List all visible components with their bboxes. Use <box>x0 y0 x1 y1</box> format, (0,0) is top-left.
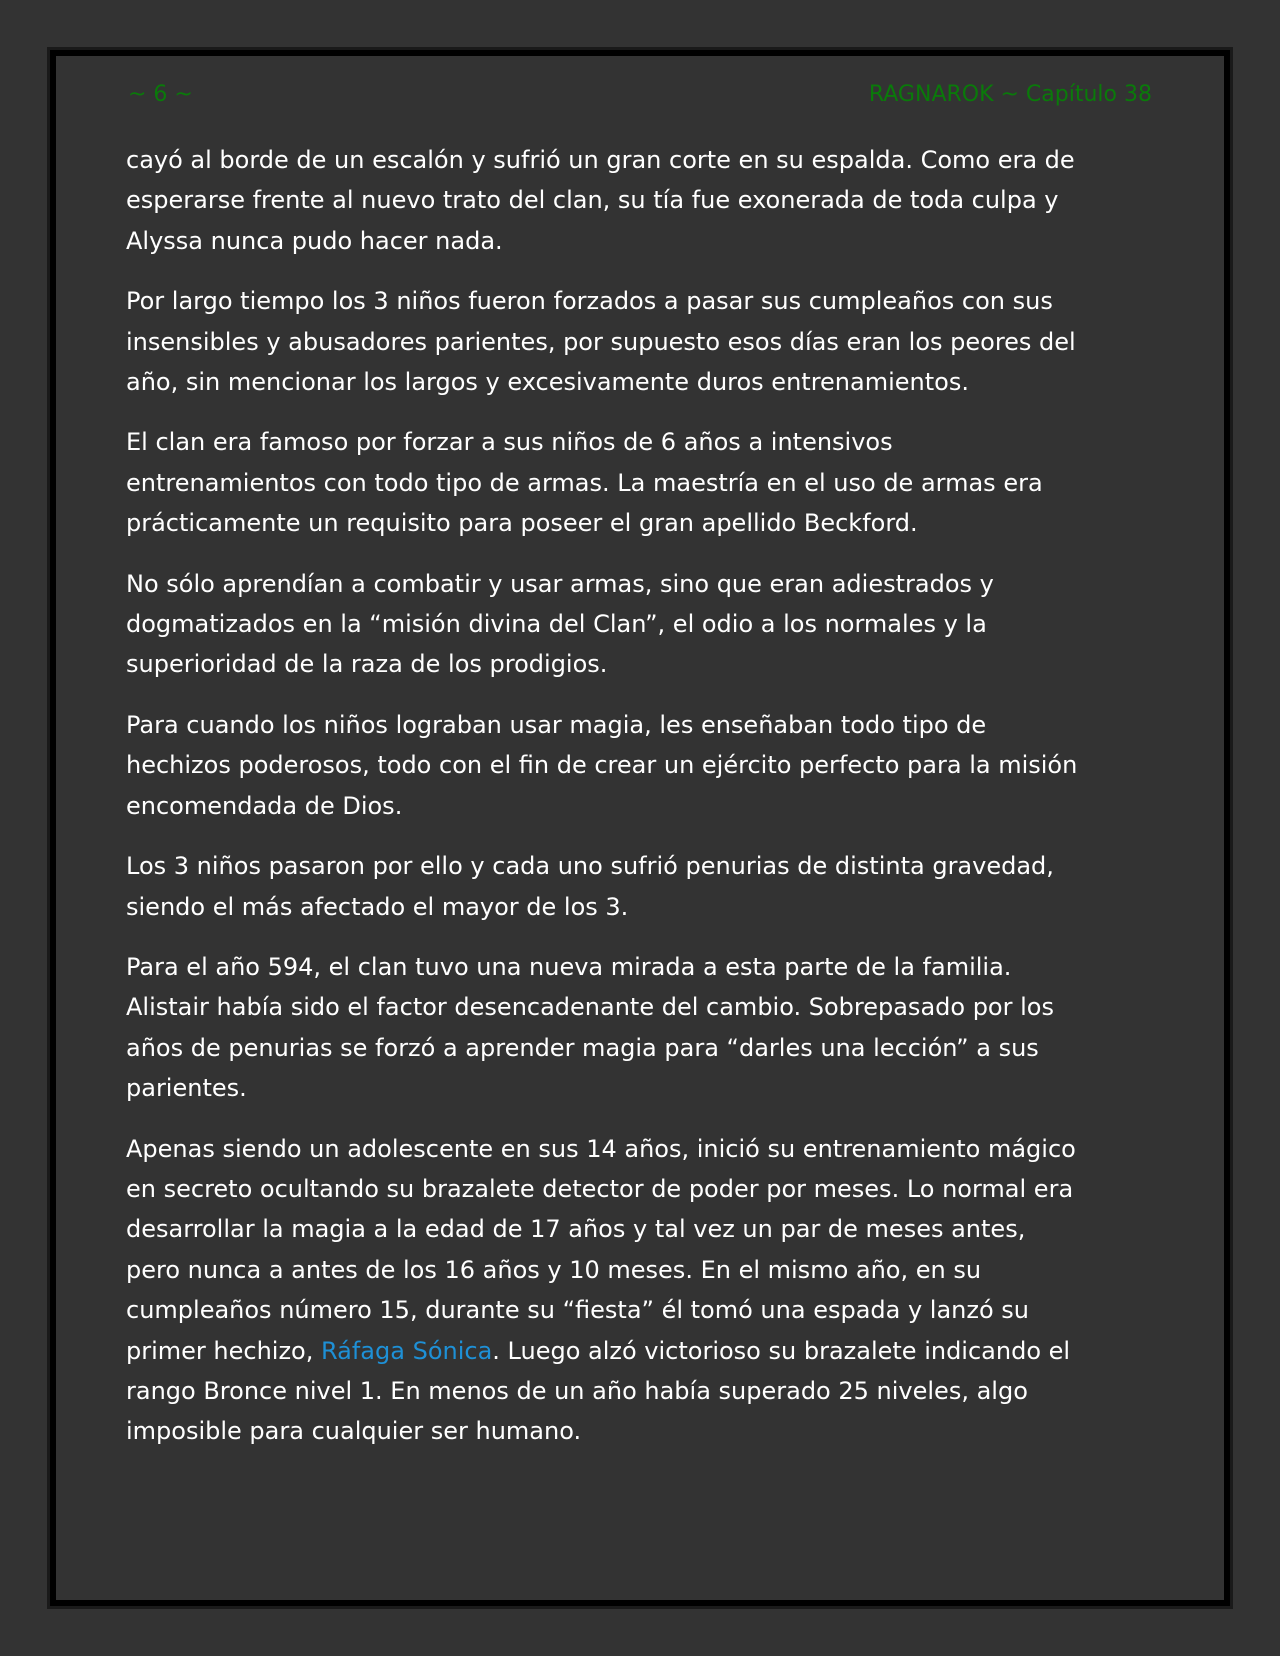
running-title: RAGNAROK ~ Capítulo 38 <box>868 81 1152 107</box>
paragraph: Los 3 niños pasaron por ello y cada uno sufrió penurias de distinta gravedad, siendo el más afectado el mayor de los 3. <box>126 852 1054 921</box>
page-number: ~ 6 ~ <box>128 81 193 107</box>
paragraph: cayó al borde de un escalón y sufrió un gran corte en su espalda. Como era de esperarse frente al nuevo trato del clan, su tía fue exonerada de toda culpa y Alyssa nunca pudo hacer nada. <box>126 146 1075 255</box>
page-header <box>128 78 1152 110</box>
paragraph-text-before-link: Apenas siendo un adolescente en sus 14 años, inició su entrenamiento mágico en secreto ocultando su brazalete detector de poder por meses. Lo normal era desarrollar la magia a la edad de 17 años y tal vez un par de meses antes, pero nunca a antes de los 16 años y 10 meses. En el mismo año, en su cumpleaños número 15, durante su “fiesta” él tomó una espada y lanzó su primer hechizo, <box>126 1134 1076 1365</box>
paragraph: Por largo tiempo los 3 niños fueron forzados a pasar sus cumpleaños con sus insensibles y abusadores parientes, por supuesto esos días eran los peores del año, sin mencionar los largos y excesivamente duros entrenamientos. <box>126 287 1076 397</box>
paragraph-text-after-link: . Luego alzó victorioso su brazalete indicando el rango Bronce nivel 1. En menos de un año había superado 25 niveles, algo imposible para cualquier ser humano. <box>126 1336 1071 1446</box>
paragraph <box>126 1129 1086 1452</box>
page-body <box>126 140 1086 1472</box>
paragraph: Para cuando los niños lograban usar magia, les enseñaban todo tipo de hechizos poderosos, todo con el fin de crear un ejército perfecto para la misión encomendada de Dios. <box>126 710 1078 820</box>
spell-link[interactable]: Ráfaga Sónica <box>321 1336 493 1365</box>
paragraph: No sólo aprendían a combatir y usar armas, sino que eran adiestrados y dogmatizados en la “misión divina del Clan”, el odio a los normales y la superioridad de la raza de los prodigios. <box>126 569 994 679</box>
paragraph: El clan era famoso por forzar a sus niños de 6 años a intensivos entrenamientos con todo tipo de armas. La maestría en el uso de armas era prácticamente un requisito para poseer el gran apellido Beckford. <box>126 428 1043 538</box>
paragraph: Para el año 594, el clan tuvo una nueva mirada a esta parte de la familia. Alistair había sido el factor desencadenante del cambio. Sobrepasado por los años de penurias se forzó a aprender magia para “darles una lección” a sus parientes. <box>126 952 1054 1103</box>
